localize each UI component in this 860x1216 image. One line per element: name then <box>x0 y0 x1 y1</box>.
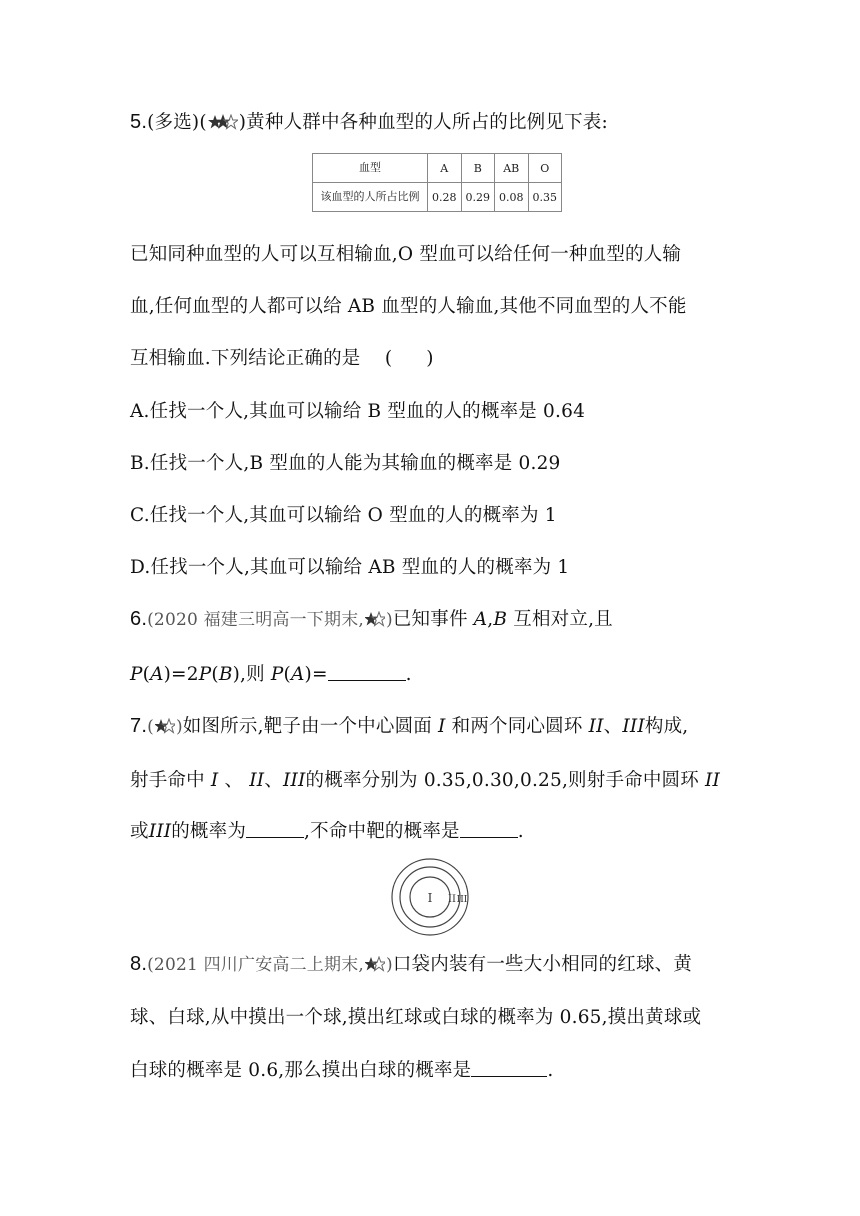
q6-end: . <box>405 664 412 685</box>
difficulty-star-icon <box>208 114 238 135</box>
answer-blank[interactable] <box>460 821 518 838</box>
difficulty-star-icon <box>155 718 175 739</box>
region-iii: III <box>283 770 306 791</box>
answer-blank[interactable] <box>246 821 304 838</box>
difficulty-star-icon <box>365 611 385 632</box>
q5-number: 5. <box>130 111 148 133</box>
q7-text: 的概率为 <box>171 821 247 842</box>
q5-question: 互相输血.下列结论正确的是 <box>130 348 361 369</box>
q6-number: 6. <box>130 608 148 630</box>
table-header-cell: O <box>528 154 562 183</box>
q6-source: (2020 福建三明高一下期末, <box>147 610 364 630</box>
q7-stem <box>130 712 688 739</box>
q7-text: 的概率分别为 0.35,0.30,0.25,则射手命中圆环 <box>305 770 706 791</box>
math-symbol: P <box>130 664 143 685</box>
option-d[interactable]: D.任找一个人,其血可以输给 AB 型血的人的概率为 1 <box>130 557 570 578</box>
table-row <box>313 183 562 212</box>
q8-line3 <box>130 1056 553 1082</box>
math-symbol: P <box>198 664 212 685</box>
answer-blank[interactable] <box>328 664 406 681</box>
table-cell: 0.35 <box>528 183 562 212</box>
q7-text: 如图所示,靶子由一个中心圆面 <box>182 716 439 737</box>
target-label-ii: II <box>448 894 456 905</box>
math-symbol: ),则 <box>232 664 271 685</box>
region-i: I <box>438 716 446 737</box>
q8-source-end: ) <box>386 955 393 975</box>
table-cell: 0.08 <box>495 183 529 212</box>
blood-type-table <box>312 153 562 212</box>
region-i: I <box>210 770 219 791</box>
q8-source: (2021 四川广安高二上期末, <box>147 955 364 975</box>
math-symbol: P <box>270 664 284 685</box>
q6-stem <box>130 605 613 632</box>
q8-line2: 球、白球,从中摸出一个球,摸出红球或白球的概率为 0.65,摸出黄球或 <box>130 1007 702 1028</box>
math-symbol: )= <box>304 664 328 685</box>
q6-source-end: ) <box>386 610 393 630</box>
q7-sep: 、 <box>603 716 623 737</box>
target-diagram <box>390 857 470 937</box>
math-symbol: ( <box>142 664 151 685</box>
target-label-i: I <box>427 891 433 905</box>
q7-text: 射手命中 <box>130 770 211 791</box>
option-a[interactable]: A.任找一个人,其血可以输给 B 型血的人的概率是 0.64 <box>130 401 586 422</box>
region-iii: III <box>622 716 645 737</box>
q8-number: 8. <box>130 953 148 975</box>
table-cell: 0.28 <box>428 183 462 212</box>
math-symbol: B <box>218 664 233 685</box>
table-cell: 0.29 <box>461 183 495 212</box>
table-header-cell: 血型 <box>313 154 428 183</box>
q7-open: ( <box>147 717 154 737</box>
q5-body-line: 血,任何血型的人都可以给 AB 血型的人输血,其他不同血型的人不能 <box>130 296 687 317</box>
q8-text: 白球的概率是 0.6,那么摸出白球的概率是 <box>130 1060 472 1081</box>
q5-tag: (多选)( <box>147 112 207 133</box>
region-ii: II <box>249 770 265 791</box>
q7-text: ,不命中靶的概率是 <box>304 821 460 842</box>
math-symbol: ( <box>211 664 219 685</box>
math-symbol: A <box>290 664 305 685</box>
q6-text: 已知事件 <box>392 609 474 630</box>
q7-text: 和两个同心圆环 <box>445 716 589 737</box>
table-header-cell: B <box>461 154 495 183</box>
target-label-iii: III <box>456 895 468 905</box>
q6-text: 互相对立,且 <box>507 609 613 630</box>
q6-equation <box>130 660 412 686</box>
q5-body-line <box>130 344 434 370</box>
q7-text: 构成, <box>644 716 689 737</box>
answer-paren-open: ( <box>384 348 393 369</box>
q5-stem <box>130 108 608 135</box>
q7-end: . <box>517 821 524 842</box>
option-b[interactable]: B.任找一个人,B 型血的人能为其输血的概率是 0.29 <box>130 453 561 474</box>
math-symbol: )=2 <box>163 664 199 685</box>
table-header-cell: AB <box>495 154 529 183</box>
region-iii: III <box>148 821 172 842</box>
q6-comma: , <box>487 609 494 630</box>
region-ii: II <box>588 716 604 737</box>
math-symbol: ( <box>283 664 291 685</box>
q8-end: . <box>547 1060 554 1081</box>
q5-body-line: 已知同种血型的人可以互相输血,O 型血可以给任何一种血型的人输 <box>130 244 682 265</box>
event-b: B <box>493 609 508 630</box>
q7-line2 <box>130 766 720 792</box>
table-row <box>313 154 562 183</box>
q5-intro: )黄种人群中各种血型的人所占的比例见下表: <box>238 112 608 133</box>
table-row-label: 该血型的人所占比例 <box>313 183 428 212</box>
q7-number: 7. <box>130 715 148 737</box>
q7-close: ) <box>175 717 183 737</box>
q8-text: 口袋内装有一些大小相同的红球、黄 <box>392 954 693 975</box>
q7-line3 <box>130 817 524 843</box>
difficulty-star-icon <box>365 956 385 977</box>
table-header-cell: A <box>428 154 462 183</box>
q7-text: 、 <box>264 770 284 791</box>
option-c[interactable]: C.任找一个人,其血可以输给 O 型血的人的概率为 1 <box>130 505 557 526</box>
q7-text: 或 <box>130 821 149 842</box>
math-symbol: A <box>150 664 164 685</box>
event-a: A <box>473 609 488 630</box>
q7-text: 、 <box>218 770 250 791</box>
answer-paren-close: ) <box>426 348 434 369</box>
q8-stem <box>130 950 692 977</box>
region-ii: II <box>705 770 721 791</box>
answer-blank[interactable] <box>471 1060 547 1077</box>
